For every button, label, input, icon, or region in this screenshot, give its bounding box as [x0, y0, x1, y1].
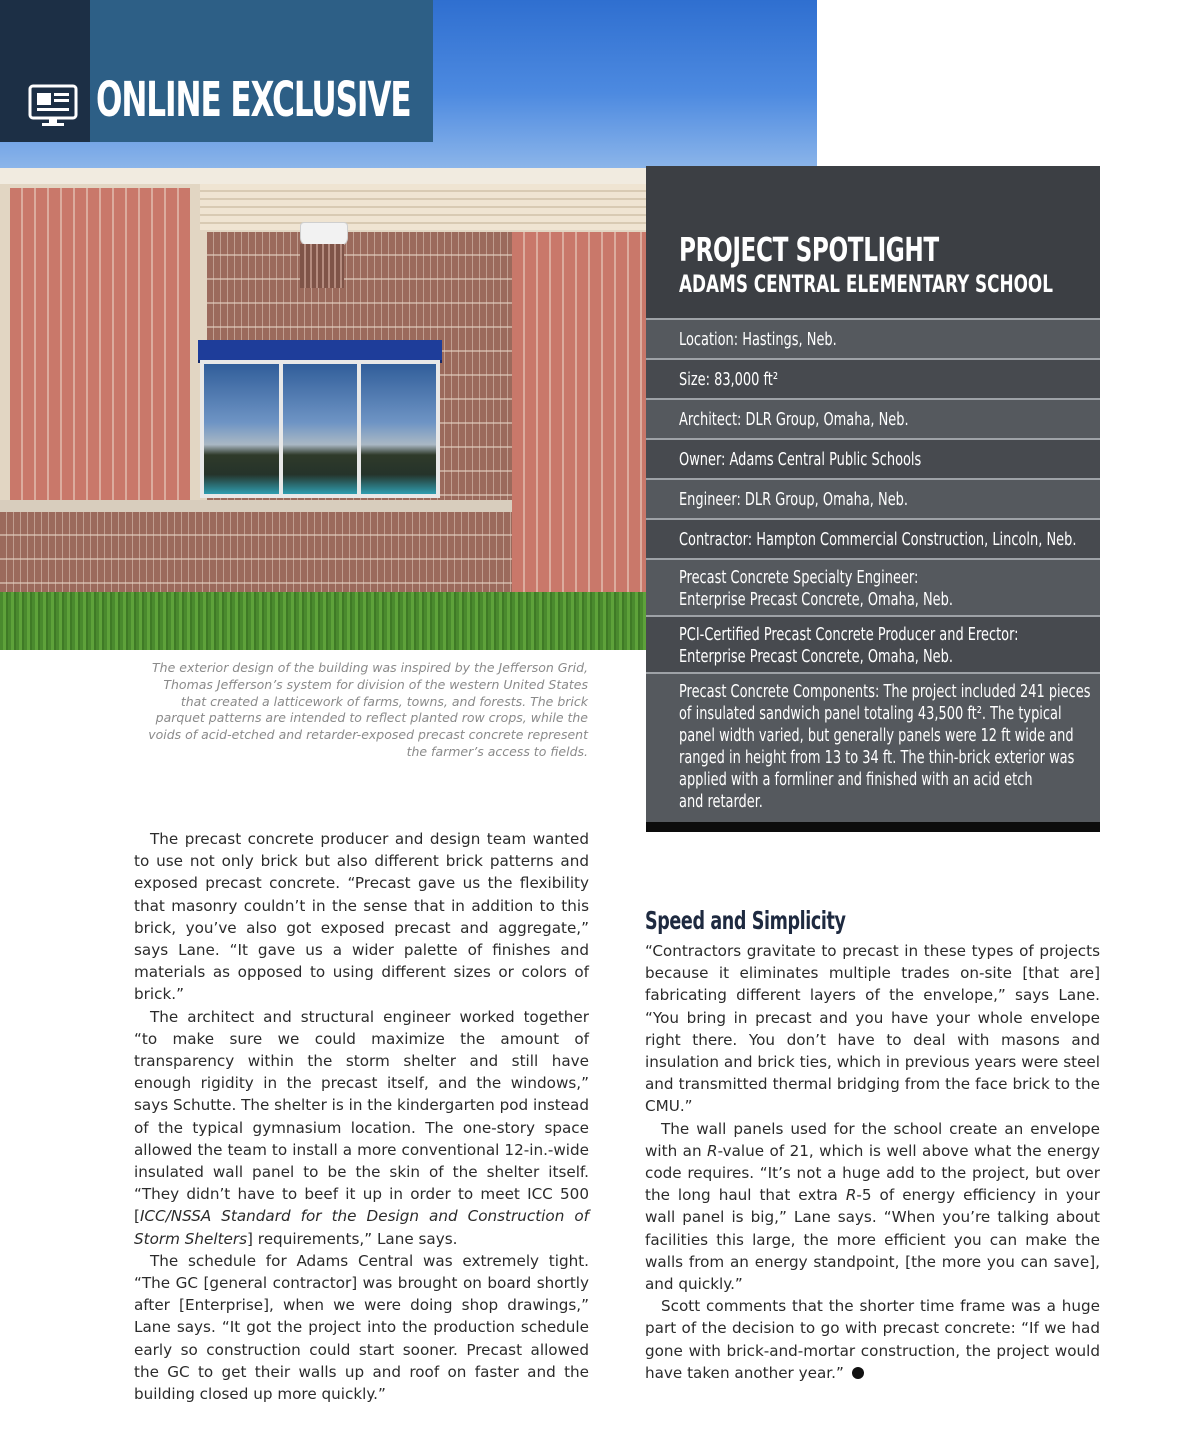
project-spotlight-box — [646, 166, 1100, 832]
spotlight-row-text: Architect: DLR Group, Omaha, Neb. — [679, 409, 909, 430]
photo-window-pane — [361, 364, 436, 494]
body-text: The wall panels used for the school create an envelope with an — [645, 1119, 1100, 1160]
body-paragraph: The schedule for Adams Central was extremely tight. “The GC [general contractor] was brought on board shortly after [Enterprise], when we were doing shop drawings,” Lane says. “It got the project into the production schedule early so construction could start sooner. Precast allowed the GC to get their walls up and roof on faster and the building closed up more quickly.” — [134, 1251, 589, 1404]
photo-wall-light — [300, 222, 348, 246]
body-paragraph — [645, 1118, 1100, 1296]
spotlight-row-text: Size: 83,000 ft² — [679, 369, 779, 390]
spotlight-row — [646, 478, 1100, 518]
photo-window-pane — [283, 364, 358, 494]
body-text: -value of 21, which is well above what the energy code requires. “It’s not a huge add to the project, but over the long haul that extra — [645, 1141, 1100, 1205]
photo-window-pane — [204, 364, 279, 494]
standard-title: ICC/NSSA Standard for the Design and Construction of Storm Shelters — [134, 1207, 589, 1248]
spotlight-row-text: Enterprise Precast Concrete, Omaha, Neb. — [679, 589, 953, 610]
body-paragraph — [645, 1295, 1100, 1384]
spotlight-row-text: Enterprise Precast Concrete, Omaha, Neb. — [679, 646, 953, 667]
spotlight-row-text: Contractor: Hampton Commercial Construction, Lincoln, Neb. — [679, 529, 1077, 550]
monitor-icon — [28, 84, 78, 128]
spotlight-row — [646, 358, 1100, 398]
body-text: Scott comments that the shorter time frame was a huge part of the decision to go with precast concrete: “If we had gone with brick-and-mortar construction, the project would have taken another year.” — [645, 1297, 1100, 1382]
end-of-article-mark — [852, 1367, 864, 1379]
body-text: The architect and structural engineer worked together “to make sure we could maximize the amount of transparency within the storm shelter and still have enough rigidity in the precast itself, and the windows,” says Schutte. The shelter is in the kindergarten pod instead of the typical gymnasium location. The one-story space allowed the team to install a more conventional 12-in.-wide insulated wall panel to be the skin of the shelter itself. “They didn’t have to beef it up in order to meet ICC 500 [ — [134, 1007, 589, 1226]
body-paragraph: The precast concrete producer and design team wanted to use not only brick but also different brick patterns and exposed precast concrete. “Precast gave us the flexibility that masonry couldn’t in the sense that in addition to this brick, you’ve also got exposed precast and aggregate,” says Lane. “It gave us a wider palette of finishes and materials as opposed to using different sizes or colors of brick.” — [134, 830, 589, 1004]
spotlight-header — [646, 166, 1100, 318]
body-text: ] requirements,” Lane says. — [247, 1229, 458, 1248]
r-value-symbol: R — [707, 1141, 718, 1160]
spotlight-row-text: PCI-Certified Precast Concrete Producer and Erector: — [679, 624, 1019, 645]
photo-siding — [200, 184, 650, 230]
spotlight-row-text: Location: Hastings, Neb. — [679, 329, 837, 350]
spotlight-title: PROJECT SPOTLIGHT — [679, 230, 939, 269]
spotlight-subtitle: ADAMS CENTRAL ELEMENTARY SCHOOL — [679, 270, 1053, 298]
spotlight-row — [646, 615, 1100, 672]
spotlight-row — [646, 672, 1100, 822]
spotlight-bottom-rule — [646, 822, 1100, 832]
body-text: -5 of energy efficiency in your wall panel is big,” Lane says. “When you’re talking about facilities this large, the more efficient you can make the walls from an energy standpoint, [the more you can save], and quickly.” — [645, 1186, 1100, 1294]
body-column-left — [134, 828, 589, 1405]
photo-brick-panel-left — [10, 188, 190, 500]
spotlight-row-text: Engineer: DLR Group, Omaha, Neb. — [679, 489, 909, 510]
section-heading: Speed and Simplicity — [645, 906, 846, 935]
spotlight-row-text: panel width varied, but generally panels were 12 ft wide and — [679, 725, 1074, 746]
spotlight-row — [646, 558, 1100, 615]
spotlight-row-text: Precast Concrete Components: The project included 241 pieces — [679, 681, 1091, 702]
photo-caption: The exterior design of the building was inspired by the Jefferson Grid, Thomas Jefferson’s system for division of the western United States that created a latticework of farms, towns, and forests. The brick parquet patterns are intended to reflect planted row crops, while the voids of acid-etched and retarder-exposed precast concrete represent the farmer’s access to fields. — [148, 660, 588, 759]
spotlight-row-text: of insulated sandwich panel totaling 43,500 ft². The typical — [679, 703, 1062, 724]
spotlight-row — [646, 438, 1100, 478]
photo-parquet-brick-lower — [0, 512, 512, 592]
spotlight-row-text: ranged in height from 13 to 34 ft. The thin-brick exterior was — [679, 747, 1075, 768]
spotlight-row — [646, 318, 1100, 358]
spotlight-row-text: applied with a formliner and finished with an acid etch — [679, 769, 1033, 790]
body-column-right — [645, 940, 1100, 1384]
spotlight-row-text: Owner: Adams Central Public Schools — [679, 449, 922, 470]
banner-title: ONLINE EXCLUSIVE — [96, 72, 411, 128]
photo-window — [200, 360, 440, 498]
body-paragraph: “Contractors gravitate to precast in these types of projects because it eliminates multiple trades on-site [that are] fabricating different layers of the envelope,” says Lane. “You bring in precast and you have your whole envelope right there. You don’t have to deal with masons and insulation and brick ties, which in previous years were steel and transmitted thermal bridging from the face brick to the CMU.” — [645, 942, 1100, 1116]
spotlight-row-text: Precast Concrete Specialty Engineer: — [679, 567, 919, 588]
body-paragraph — [134, 1006, 589, 1250]
r-value-symbol: R — [845, 1186, 857, 1205]
spotlight-row-text: and retarder. — [679, 791, 763, 812]
photo-brick-panel-right — [512, 232, 652, 592]
spotlight-row — [646, 398, 1100, 438]
photo-vent — [300, 244, 344, 288]
spotlight-row — [646, 518, 1100, 558]
